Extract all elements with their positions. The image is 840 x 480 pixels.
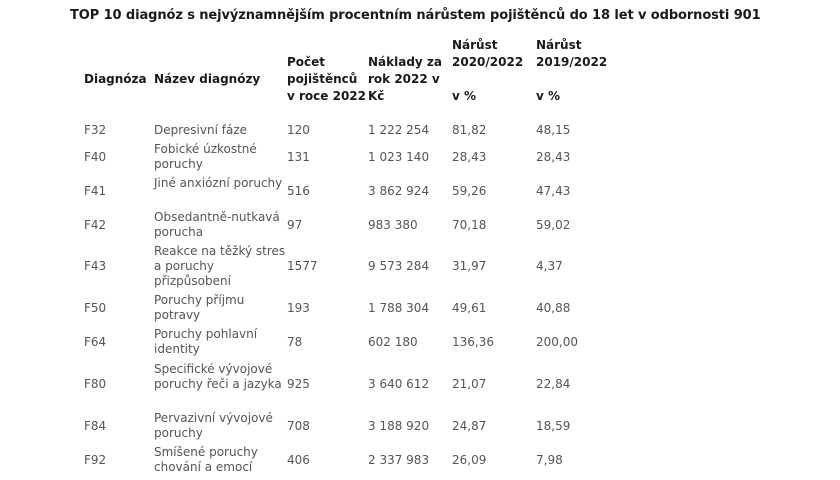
header-code: Diagnóza [84,72,147,86]
row-cost: 2 337 983 [368,453,430,467]
row-count: 406 [287,453,310,467]
row-growth-2019: 7,98 [536,453,563,467]
row-name: Jiné anxiózní poruchy [154,176,283,190]
row-name: Reakce na těžký stres a poruchy přizpůsobení [154,244,286,288]
row-name: Fobické úzkostné poruchy [154,142,257,171]
row-growth-2019: 59,02 [536,218,571,232]
header-growth-2020-line-2: 2020/2022 [452,55,524,69]
row-name: Poruchy pohlavní identity [154,327,258,356]
row-cost: 983 380 [368,218,418,232]
row-growth-2019: 200,00 [536,335,578,349]
row-growth-2020: 136,36 [452,335,494,349]
row-name: Specifické vývojové poruchy řeči a jazyka [154,362,282,391]
row-cost: 3 862 924 [368,184,430,198]
row-cost: 1 222 254 [368,123,430,137]
row-growth-2020: 81,82 [452,123,487,137]
row-code: F41 [84,184,107,198]
row-growth-2020: 21,07 [452,377,487,391]
row-code: F64 [84,335,107,349]
header-count [287,54,366,105]
row-count: 97 [287,218,303,232]
row-code: F40 [84,150,107,164]
table-title: TOP 10 diagnóz s nejvýznamnějším procentním nárůstem pojištěnců do 18 let v odbornosti 901 [70,8,761,23]
row-growth-2020: 28,43 [452,150,487,164]
row-count: 193 [287,301,310,315]
row-growth-2019: 28,43 [536,150,571,164]
header-name: Název diagnózy [154,72,261,86]
row-growth-2019: 22,84 [536,377,571,391]
row-code: F84 [84,419,107,433]
row-name: Obsedantně-nutkavá porucha [154,210,280,239]
row-growth-2019: 4,37 [536,259,563,273]
header-growth-2020 [452,37,523,105]
row-growth-2019: 40,88 [536,301,571,315]
row-growth-2020: 49,61 [452,301,487,315]
row-cost: 1 788 304 [368,301,430,315]
header-cost-line-1: Náklady za [368,55,443,69]
row-count: 120 [287,123,310,137]
row-count: 131 [287,150,310,164]
row-code: F80 [84,377,107,391]
row-growth-2020: 26,09 [452,453,487,467]
header-cost-line-2: rok 2022 v [368,72,440,86]
header-count-line-1: Počet [287,55,326,69]
header-growth-2019-line-1: Nárůst [536,38,582,52]
row-code: F92 [84,453,107,467]
row-growth-2019: 48,15 [536,123,571,137]
row-count: 1577 [287,259,318,273]
header-cost [368,54,442,105]
row-count: 708 [287,419,310,433]
row-cost: 9 573 284 [368,259,430,273]
row-name: Pervazivní vývojové poruchy [154,411,273,440]
row-growth-2020: 59,26 [452,184,487,198]
row-growth-2019: 47,43 [536,184,571,198]
row-name: Depresivní fáze [154,123,247,137]
row-growth-2019: 18,59 [536,419,571,433]
row-count: 925 [287,377,310,391]
row-growth-2020: 24,87 [452,419,487,433]
row-cost: 602 180 [368,335,418,349]
row-code: F43 [84,259,107,273]
row-count: 78 [287,335,303,349]
row-cost: 3 188 920 [368,419,430,433]
row-growth-2020: 70,18 [452,218,487,232]
header-growth-2019-unit: v % [536,89,561,103]
row-code: F42 [84,218,107,232]
header-count-line-3: v roce 2022 [287,89,366,103]
header-count-line-2: pojištěnců [287,72,358,86]
row-cost: 1 023 140 [368,150,430,164]
row-count: 516 [287,184,310,198]
header-growth-2019 [536,37,607,105]
header-cost-line-3: Kč [368,89,385,103]
row-cost: 3 640 612 [368,377,430,391]
row-growth-2020: 31,97 [452,259,487,273]
row-code: F50 [84,301,107,315]
header-growth-2020-unit: v % [452,89,477,103]
row-name: Poruchy příjmu potravy [154,293,245,322]
header-growth-2019-line-2: 2019/2022 [536,55,608,69]
row-name: Smíšené poruchy chování a emocí [154,445,258,474]
header-growth-2020-line-1: Nárůst [452,38,498,52]
row-code: F32 [84,123,107,137]
